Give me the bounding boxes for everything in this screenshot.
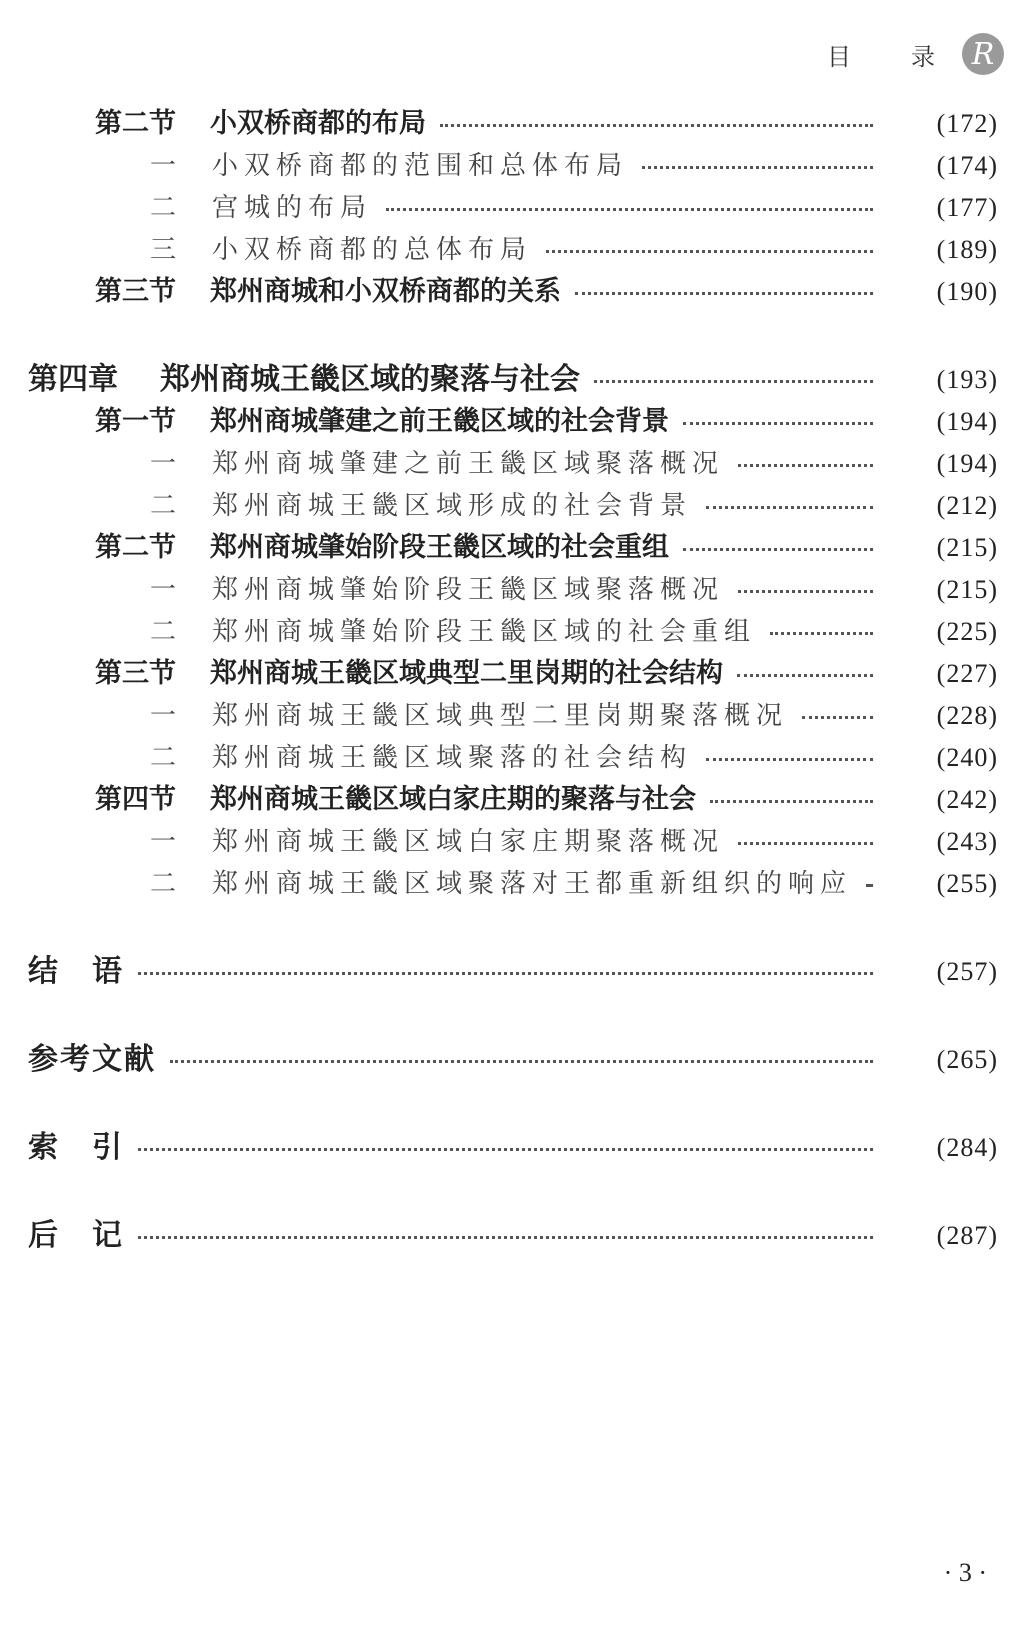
toc-entry-title: 郑州商城王畿区域典型二里岗期的社会结构	[210, 658, 723, 689]
toc-entry-c4s4-2[interactable]	[0, 862, 1023, 906]
toc-entry-page: (172)	[936, 109, 998, 138]
toc-entry-title: 小双桥商都的范围和总体布局	[212, 151, 629, 181]
toc-entry-page: (194)	[936, 407, 998, 436]
toc-entry-label	[150, 144, 628, 188]
toc-entry-number: 二	[150, 743, 177, 773]
toc-entry-page: (242)	[936, 785, 998, 814]
toc-entry-number: 第一节	[95, 406, 176, 437]
toc-entry-number: 一	[150, 701, 177, 731]
toc-entry-jieyu[interactable]	[0, 950, 1023, 994]
toc-entry-title: 郑州商城肇始阶段王畿区域的社会重组	[210, 532, 669, 563]
toc-entry-title: 郑州商城王畿区域的聚落与社会	[160, 362, 580, 397]
header-title: 目 录	[827, 42, 953, 71]
toc-entry-title: 后 记	[28, 1218, 124, 1253]
toc-entry-number: 第四节	[95, 784, 176, 815]
toc-entry-title: 小双桥商都的总体布局	[212, 235, 533, 265]
toc-entry-ch4[interactable]	[0, 358, 1023, 402]
toc-entry-c4s3-2[interactable]	[0, 736, 1023, 780]
toc-entry-label	[150, 484, 692, 528]
leader-dots	[546, 250, 873, 253]
toc-entry-suoyin[interactable]	[0, 1126, 1023, 1170]
toc-entry-number: 二	[150, 193, 177, 223]
toc-entry-s3[interactable]	[0, 270, 1023, 314]
toc-entry-page: (174)	[936, 151, 998, 180]
toc-entry-page: (228)	[936, 701, 998, 730]
toc-entry-c4s4[interactable]	[0, 778, 1023, 822]
toc-entry-cankao[interactable]	[0, 1038, 1023, 1082]
toc-entry-s2[interactable]	[0, 102, 1023, 146]
toc-entry-number: 一	[150, 827, 177, 857]
toc-entry-page: (265)	[936, 1045, 998, 1074]
leader-dots	[737, 674, 873, 677]
toc-entry-title: 参考文献	[28, 1042, 156, 1077]
toc-entry-label	[150, 610, 756, 654]
toc-entry-title: 小双桥商都的布局	[210, 108, 426, 139]
toc-entry-c4s2[interactable]	[0, 526, 1023, 570]
toc-entry-number: 第三节	[95, 658, 176, 689]
toc-entry-title: 结 语	[28, 954, 124, 989]
toc-entry-label	[150, 862, 852, 906]
toc-entry-c4s3[interactable]	[0, 652, 1023, 696]
leader-dots	[683, 548, 873, 551]
leader-dots	[440, 124, 873, 127]
toc-entry-c4s1-2[interactable]	[0, 484, 1023, 528]
toc-entry-title: 郑州商城和小双桥商都的关系	[210, 276, 561, 307]
logo-r-icon	[959, 30, 1007, 78]
toc-entry-label	[150, 736, 692, 780]
toc-entry-number: 一	[150, 151, 177, 181]
toc-entry-page: (243)	[936, 827, 998, 856]
toc-entry-label	[150, 186, 372, 230]
toc-entry-label	[150, 694, 788, 738]
toc-entry-s2-1[interactable]	[0, 144, 1023, 188]
logo-letter: R	[971, 37, 995, 72]
leader-dots	[738, 842, 873, 845]
toc-entry-label	[95, 270, 561, 314]
toc-entry-label	[150, 820, 724, 864]
toc-entry-number: 一	[150, 449, 177, 479]
toc-entry-page: (225)	[936, 617, 998, 646]
running-header	[827, 30, 1007, 78]
toc-entry-number: 二	[150, 491, 177, 521]
leader-dots	[594, 380, 873, 383]
leader-dots	[138, 1236, 873, 1239]
toc-entry-title: 郑州商城王畿区域聚落的社会结构	[212, 743, 693, 773]
toc-entry-label	[95, 778, 696, 822]
toc-entry-page: (240)	[936, 743, 998, 772]
toc-entry-page: (190)	[936, 277, 998, 306]
leader-dots	[706, 506, 873, 509]
toc-entry-label	[95, 526, 669, 570]
toc-entry-c4s1[interactable]	[0, 400, 1023, 444]
toc-entry-label	[150, 228, 532, 272]
toc-entry-title: 郑州商城王畿区域形成的社会背景	[212, 491, 693, 521]
toc-entry-c4s1-1[interactable]	[0, 442, 1023, 486]
leader-dots	[575, 292, 873, 295]
toc-entry-label	[28, 950, 124, 994]
leader-dots	[738, 464, 873, 467]
toc-entry-c4s2-2[interactable]	[0, 610, 1023, 654]
toc-entry-title: 宫城的布局	[212, 193, 373, 223]
toc-entry-page: (287)	[936, 1221, 998, 1250]
leader-dots	[866, 884, 873, 887]
leader-dots	[138, 1148, 873, 1151]
toc-entry-page: (255)	[936, 869, 998, 898]
page-number: · 3 ·	[943, 1558, 987, 1587]
toc-entry-label	[95, 102, 426, 146]
toc-entry-page: (189)	[936, 235, 998, 264]
toc-entry-page: (284)	[936, 1133, 998, 1162]
toc-entry-label	[150, 442, 724, 486]
toc-entry-label	[28, 1038, 156, 1082]
toc-entry-label	[95, 652, 723, 696]
leader-dots	[683, 422, 873, 425]
toc-entry-number: 三	[150, 235, 177, 265]
toc-entry-number: 一	[150, 575, 177, 605]
toc-entry-title: 索 引	[28, 1130, 124, 1165]
leader-dots	[770, 632, 873, 635]
toc-entry-number: 第三节	[95, 276, 176, 307]
leader-dots	[738, 590, 873, 593]
toc-entry-title: 郑州商城王畿区域典型二里岗期聚落概况	[212, 701, 789, 731]
toc-entry-c4s3-1[interactable]	[0, 694, 1023, 738]
toc-entry-title: 郑州商城王畿区域白家庄期的聚落与社会	[210, 784, 696, 815]
toc-entry-label	[150, 568, 724, 612]
toc-entry-label	[28, 1214, 124, 1258]
toc-entry-title: 郑州商城肇始阶段王畿区域聚落概况	[212, 575, 725, 605]
toc-entry-page: (227)	[936, 659, 998, 688]
toc-entry-c4s2-1[interactable]	[0, 568, 1023, 612]
leader-dots	[642, 166, 873, 169]
leader-dots	[706, 758, 873, 761]
toc-entry-number: 第二节	[95, 532, 176, 563]
toc-entry-page: (177)	[936, 193, 998, 222]
toc-entry-page: (257)	[936, 957, 998, 986]
toc-entry-title: 郑州商城肇建之前王畿区域聚落概况	[212, 449, 725, 479]
leader-dots	[386, 208, 873, 211]
toc-entry-title: 郑州商城肇建之前王畿区域的社会背景	[210, 406, 669, 437]
toc-entry-title: 郑州商城王畿区域白家庄期聚落概况	[212, 827, 725, 857]
leader-dots	[802, 716, 873, 719]
toc-entry-label	[95, 400, 669, 444]
toc-entry-number: 二	[150, 869, 177, 899]
toc-entry-title: 郑州商城肇始阶段王畿区域的社会重组	[212, 617, 757, 647]
toc-entry-houji[interactable]	[0, 1214, 1023, 1258]
toc-entry-label	[28, 1126, 124, 1170]
toc-entry-number: 第二节	[95, 108, 176, 139]
toc-entry-page: (194)	[936, 449, 998, 478]
toc-entry-page: (215)	[936, 575, 998, 604]
toc-entry-page: (215)	[936, 533, 998, 562]
toc-entry-number: 第四章	[28, 362, 118, 397]
toc-entry-s2-2[interactable]	[0, 186, 1023, 230]
toc-entry-title: 郑州商城王畿区域聚落对王都重新组织的响应	[212, 869, 853, 899]
toc-entry-page: (193)	[936, 365, 998, 394]
toc-entry-label	[28, 358, 580, 402]
toc-entry-page: (212)	[936, 491, 998, 520]
toc-entry-c4s4-1[interactable]	[0, 820, 1023, 864]
leader-dots	[138, 972, 873, 975]
leader-dots	[170, 1060, 873, 1063]
toc-entry-s2-3[interactable]	[0, 228, 1023, 272]
toc-entry-number: 二	[150, 617, 177, 647]
leader-dots	[710, 800, 873, 803]
